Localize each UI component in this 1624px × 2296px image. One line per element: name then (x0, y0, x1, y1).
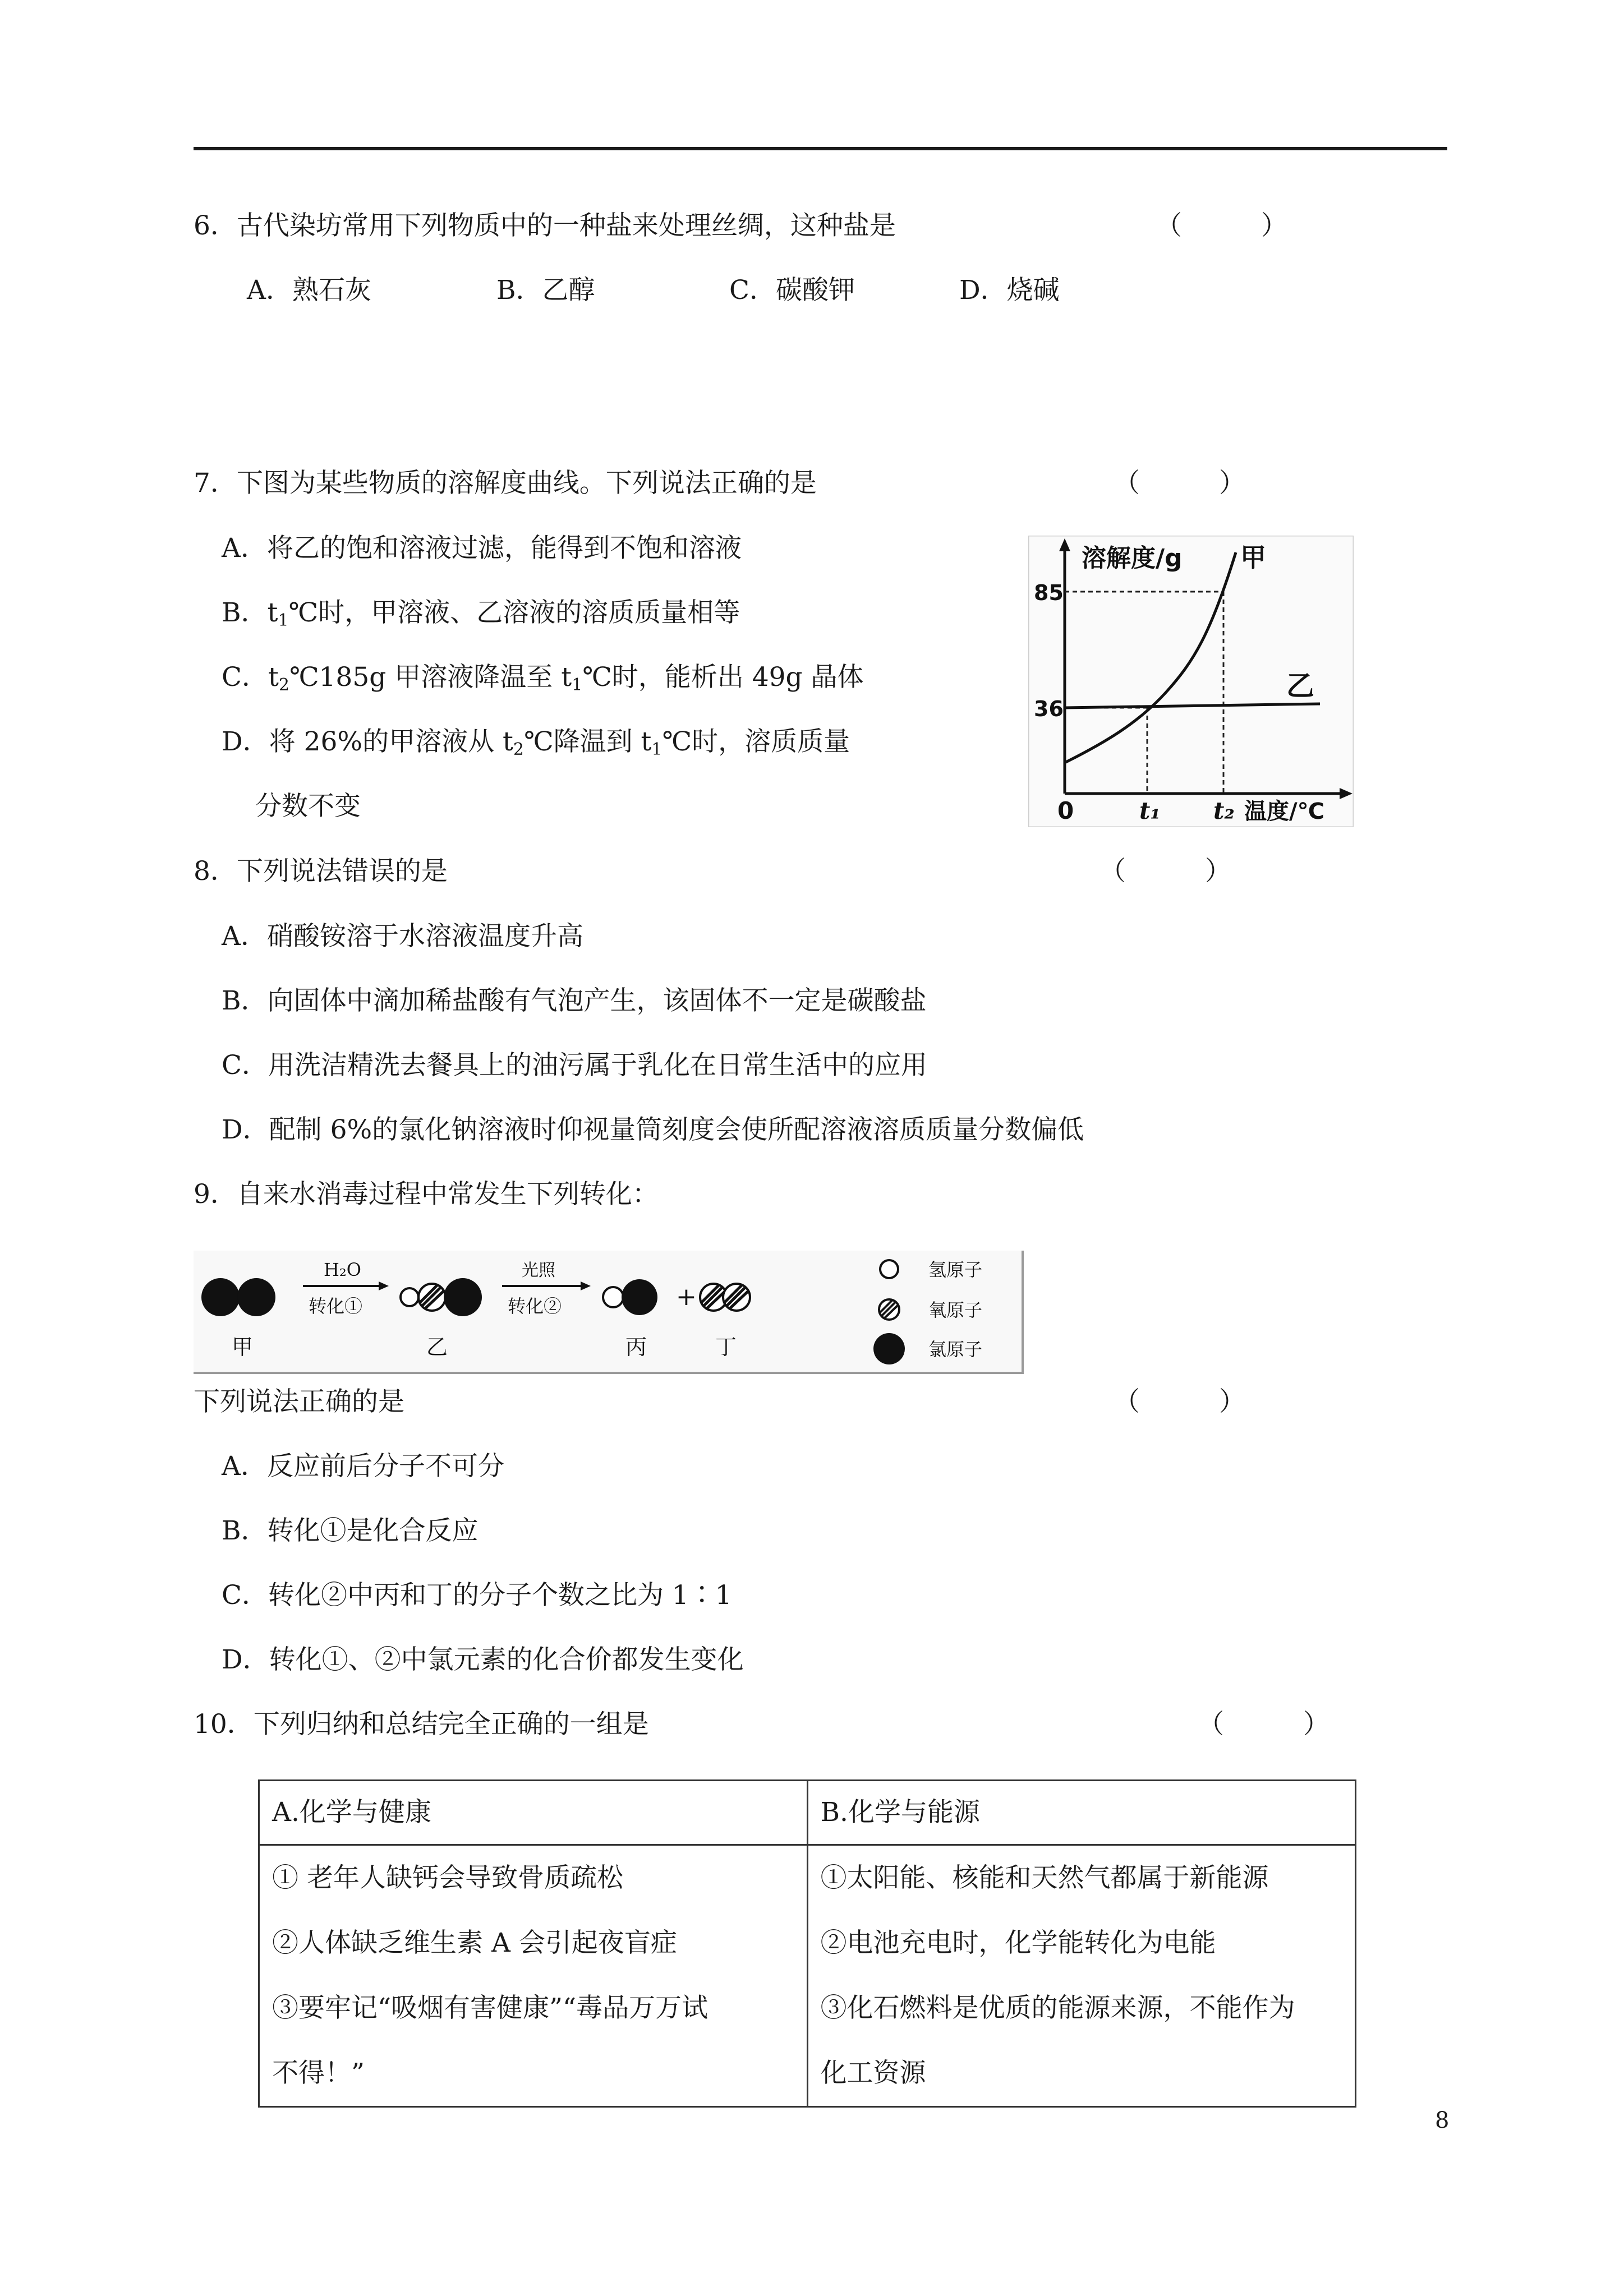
table-head-energy: B.化学与能源 (807, 1781, 1356, 1845)
header-rule (194, 147, 1447, 150)
q8-option-b: B．向固体中滴加稀盐酸有气泡产生，该固体不一定是碳酸盐 (222, 985, 927, 1016)
y-tick-36: 36 (1034, 697, 1064, 721)
arrow1-bottom-label: 转化① (309, 1295, 363, 1317)
table-body-row (259, 1845, 1356, 2107)
q7-option-d-continued: 分数不变 (255, 791, 361, 822)
q9-stem: 9．自来水消毒过程中常发生下列转化： (194, 1179, 659, 1210)
table-head-health: A.化学与健康 (259, 1781, 808, 1845)
yi-cl-atom (444, 1278, 482, 1316)
q8-stem: 8．下列说法错误的是 (194, 856, 448, 887)
solubility-curve-graph (1028, 536, 1354, 827)
q6-option-b: B．乙醇 (496, 275, 595, 306)
q8-answer-paren: （ ） (1099, 856, 1231, 887)
q10-answer-paren: （ ） (1198, 1709, 1329, 1740)
series-jia-label: 甲 (1240, 542, 1266, 573)
q7-option-b: B．$t_1℃$时，甲溶液、乙溶液的溶质质量相等 (222, 597, 740, 630)
jia-cl-atom-1 (201, 1278, 240, 1316)
q7-answer-paren: （ ） (1114, 468, 1245, 499)
q9-answer-paren: （ ） (1114, 1386, 1245, 1417)
q7-option-c: C．$t_2℃185g$ 甲溶液降温至 $t_1℃$时，能析出 49g 晶体 (222, 662, 864, 695)
plus-sign: + (676, 1283, 697, 1311)
legend-o-symbol (879, 1299, 899, 1320)
q10-summary-table (258, 1779, 1356, 2108)
legend-h-label: 氢原子 (928, 1259, 983, 1280)
q9-option-c: C．转化②中丙和丁的分子个数之比为 1∶1 (222, 1580, 732, 1611)
q9-option-a: A．反应前后分子不可分 (222, 1451, 504, 1482)
legend-cl-label: 氯原子 (928, 1339, 983, 1360)
origin-label: 0 (1057, 797, 1074, 824)
legend-h-symbol (880, 1260, 898, 1278)
legend-o-label: 氧原子 (928, 1299, 983, 1321)
table-header-row (259, 1781, 1356, 1845)
q7-option-a: A．将乙的饱和溶液过滤，能得到不饱和溶液 (222, 533, 742, 564)
y-tick-85: 85 (1034, 580, 1064, 605)
bing-h-atom (603, 1287, 623, 1307)
jia-cl-atom-2 (237, 1278, 275, 1316)
q10-stem: 10．下列归纳和总结完全正确的一组是 (194, 1709, 649, 1740)
q6-option-a: A．熟石灰 (247, 275, 371, 306)
health-item-1: ① 老年人缺钙会导致骨质疏松 (272, 1862, 623, 1893)
q7-stem: 7．下图为某些物质的溶解度曲线。下列说法正确的是 (194, 468, 817, 499)
label-yi: 乙 (426, 1335, 448, 1359)
q6-option-c: C．碳酸钾 (729, 275, 855, 306)
q8-option-a: A．硝酸铵溶于水溶液温度升高 (222, 921, 583, 952)
label-bing: 丙 (625, 1335, 647, 1359)
yi-h-atom (401, 1288, 418, 1306)
arrow2-top-label: 光照 (522, 1261, 555, 1280)
health-item-2: ②人体缺乏维生素 A 会引起夜盲症 (272, 1928, 677, 1958)
energy-item-3-cont: 化工资源 (820, 2058, 926, 2088)
q9-option-d: D．转化①、②中氯元素的化合价都发生变化 (222, 1644, 744, 1675)
x-axis-label: 温度/℃ (1244, 799, 1325, 824)
q6-option-d: D．烧碱 (959, 275, 1060, 306)
y-axis-label: 溶解度/g (1082, 544, 1183, 573)
arrow1-top-label: H₂O (324, 1259, 361, 1280)
health-item-3-cont: 不得！” (272, 2058, 365, 2088)
q7-option-d: D．将 26%的甲溶液从 $t_2℃$降温到 $t_1℃$时，溶质质量 (222, 726, 850, 759)
yi-o-atom (418, 1284, 445, 1311)
table-cell-health (259, 1845, 808, 2107)
energy-item-2: ②电池充电时，化学能转化为电能 (820, 1928, 1216, 1958)
page-number: 8 (1435, 2108, 1450, 2133)
ding-o-atom-2 (723, 1284, 750, 1311)
x-tick-t1: t₁ (1139, 797, 1161, 824)
q8-option-d: D．配制 6%的氯化钠溶液时仰视量筒刻度会使所配溶液溶质质量分数偏低 (222, 1114, 1084, 1145)
energy-item-3: ③化石燃料是优质的能源来源，不能作为 (820, 1993, 1295, 2023)
table-cell-energy (807, 1845, 1356, 2107)
arrow2-bottom-label: 转化② (508, 1295, 562, 1317)
legend-cl-symbol (873, 1333, 905, 1364)
health-item-3: ③要牢记“吸烟有害健康”“毒品万万试 (272, 1993, 709, 2023)
energy-item-1: ①太阳能、核能和天然气都属于新能源 (820, 1862, 1269, 1893)
label-jia: 甲 (232, 1335, 254, 1359)
q6-answer-paren: （ ） (1156, 210, 1287, 241)
bing-cl-atom (622, 1279, 657, 1315)
q8-option-c: C．用洗洁精洗去餐具上的油污属于乳化在日常生活中的应用 (222, 1050, 927, 1081)
series-yi-label: 乙 (1286, 670, 1314, 702)
q9-sub-stem: 下列说法正确的是 (194, 1386, 404, 1417)
label-ding: 丁 (715, 1335, 737, 1359)
q6-stem: 6．古代染坊常用下列物质中的一种盐来处理丝绸，这种盐是 (194, 210, 896, 241)
molecule-conversion-diagram (194, 1251, 1024, 1374)
q9-option-b: B．转化①是化合反应 (222, 1515, 479, 1546)
x-tick-t2: t₂ (1213, 797, 1235, 824)
